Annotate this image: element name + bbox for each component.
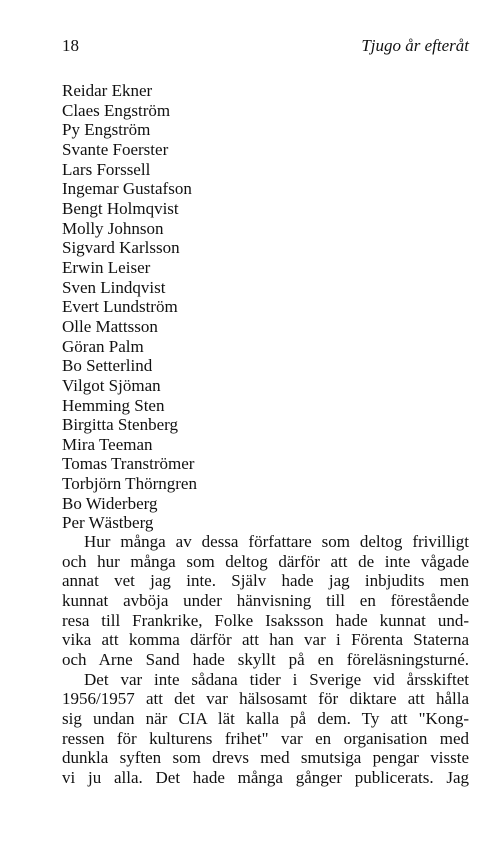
author-name: Molly Johnson: [62, 218, 164, 238]
author-name: Birgitta Stenberg: [62, 415, 179, 435]
text-line: dunkla syften som drevs med smutsiga pengar visste: [62, 748, 469, 768]
author-name: Bo Setterlind: [62, 356, 153, 376]
author-name: Torbjörn Thörngren: [62, 474, 197, 494]
running-head: [62, 36, 469, 58]
text-line: ressen för kulturens frihet" var en organisation med: [62, 728, 469, 748]
author-name: Evert Lundström: [62, 297, 178, 317]
text-line: resa till Frankrike, Folke Isaksson hade kunnat und-: [62, 610, 469, 630]
author-name: Lars Forssell: [62, 159, 151, 179]
text-line: vi ju alla. Det hade många gånger publicerats. Jag: [62, 767, 469, 787]
text-line: kunnat avböja under hänvisning till en förestående: [62, 590, 469, 610]
text-line: sig undan när CIA lät kalla på dem. Ty att "Kong-: [62, 708, 469, 728]
author-name: Sigvard Karlsson: [62, 238, 180, 258]
text-line: Hur många av dessa författare som deltog frivilligt: [84, 532, 469, 551]
author-name-list: [62, 81, 197, 533]
author-name: Ingemar Gustafson: [62, 179, 192, 199]
author-name: Vilgot Sjöman: [62, 375, 161, 395]
text-line: 1956/1957 att det var hälsosamt för diktare att hålla: [62, 689, 469, 709]
author-name: Reidar Ekner: [62, 81, 153, 100]
paragraph: [62, 532, 469, 670]
author-name: Bengt Holmqvist: [62, 198, 179, 218]
author-name: Per Wästberg: [62, 513, 154, 533]
text-line: annat vet jag inte. Själv hade jag inbjudits men: [62, 571, 469, 591]
author-name: Olle Mattsson: [62, 316, 158, 336]
author-name: Bo Widerberg: [62, 493, 158, 513]
author-name: Göran Palm: [62, 336, 144, 356]
author-name: Tomas Tranströmer: [62, 454, 195, 474]
page-number: 18: [62, 36, 79, 55]
author-name: Hemming Sten: [62, 395, 165, 415]
text-line: och Arne Sand hade skyllt på en föreläsningsturné.: [62, 649, 469, 669]
body-text: [62, 532, 469, 788]
author-name: Mira Teeman: [62, 434, 153, 454]
text-line: och hur många som deltog därför att de inte vågade: [62, 551, 469, 571]
author-name: Sven Lindqvist: [62, 277, 166, 297]
running-title: Tjugo år efteråt: [361, 36, 469, 55]
author-name: Claes Engström: [62, 100, 171, 120]
author-name: Py Engström: [62, 120, 151, 140]
text-line: Det var inte sådana tider i Sverige vid årsskiftet: [84, 669, 469, 689]
author-name: Erwin Leiser: [62, 257, 151, 277]
paragraph: [62, 670, 469, 788]
author-name: Svante Foerster: [62, 139, 169, 159]
text-line: vika att komma därför att han var i Förenta Staterna: [62, 630, 469, 650]
